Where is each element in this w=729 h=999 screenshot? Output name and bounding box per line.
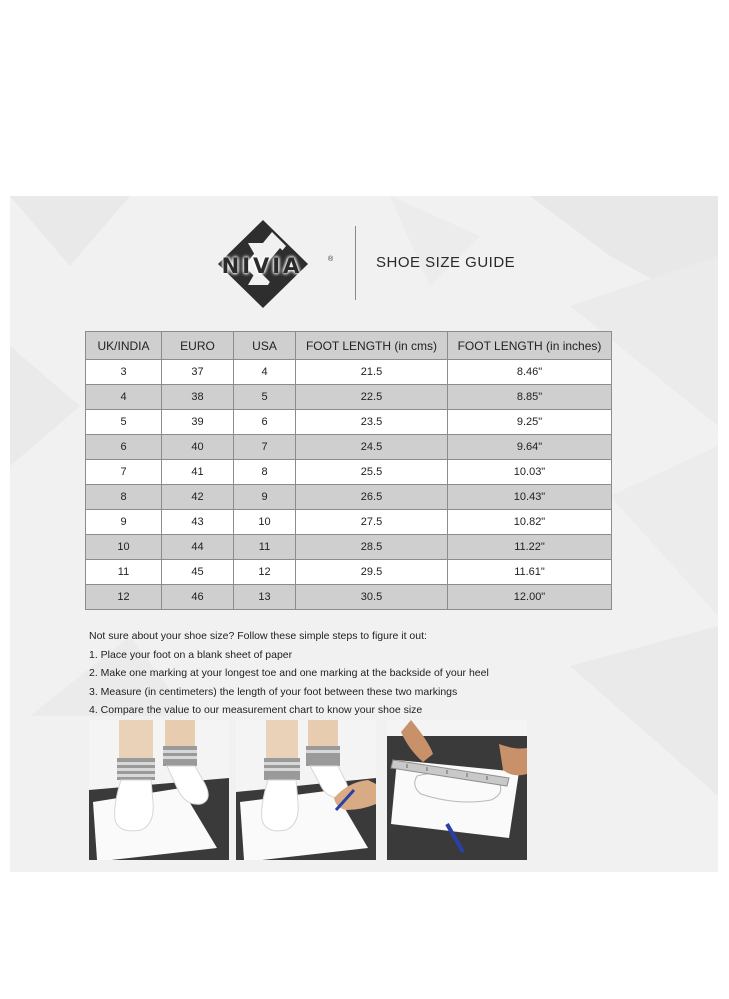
instruction-step: 1. Place your foot on a blank sheet of paper — [89, 648, 293, 661]
table-cell: 8.46" — [448, 360, 612, 385]
table-cell: 8.85" — [448, 385, 612, 410]
table-cell: 5 — [234, 385, 296, 410]
table-cell: 10.43" — [448, 485, 612, 510]
table-row — [86, 510, 612, 535]
table-cell: 4 — [234, 360, 296, 385]
table-cell: 10 — [234, 510, 296, 535]
table-cell: 5 — [86, 410, 162, 435]
registered-mark: ® — [328, 256, 334, 263]
table-cell: 3 — [86, 360, 162, 385]
brand-name: NIVIA — [221, 254, 303, 278]
table-cell: 8 — [86, 485, 162, 510]
table-row — [86, 435, 612, 460]
table-cell: 11 — [86, 560, 162, 585]
table-row — [86, 485, 612, 510]
table-cell: 12 — [86, 585, 162, 610]
table-cell: 43 — [162, 510, 234, 535]
table-cell: 29.5 — [296, 560, 448, 585]
table-row — [86, 360, 612, 385]
header — [10, 196, 718, 316]
photo-foot-on-paper — [89, 720, 229, 860]
table-cell: 7 — [86, 460, 162, 485]
table-row — [86, 535, 612, 560]
table-cell: 28.5 — [296, 535, 448, 560]
table-cell: 44 — [162, 535, 234, 560]
table-cell: 23.5 — [296, 410, 448, 435]
table-cell: 40 — [162, 435, 234, 460]
table-cell: 11 — [234, 535, 296, 560]
table-cell: 39 — [162, 410, 234, 435]
size-table — [85, 331, 612, 610]
table-cell: 37 — [162, 360, 234, 385]
table-cell: 12 — [234, 560, 296, 585]
table-cell: 9.64" — [448, 435, 612, 460]
table-cell: 25.5 — [296, 460, 448, 485]
table-row — [86, 460, 612, 485]
table-cell: 6 — [86, 435, 162, 460]
table-cell: 26.5 — [296, 485, 448, 510]
table-cell: 45 — [162, 560, 234, 585]
column-header: UK/INDIA — [86, 332, 162, 360]
size-guide-panel — [10, 196, 718, 872]
instructions-intro: Not sure about your shoe size? Follow these simple steps to figure it out: — [89, 630, 427, 642]
instructions — [89, 627, 489, 720]
photo-measuring-ruler — [387, 720, 527, 860]
table-cell: 9.25" — [448, 410, 612, 435]
table-cell: 12.00" — [448, 585, 612, 610]
table-cell: 7 — [234, 435, 296, 460]
table-row — [86, 385, 612, 410]
table-cell: 10 — [86, 535, 162, 560]
guide-title: SHOE SIZE GUIDE — [376, 254, 516, 271]
photo-marking-foot — [236, 720, 376, 860]
table-header-row — [86, 332, 612, 360]
column-header: FOOT LENGTH (in inches) — [448, 332, 612, 360]
table-cell: 30.5 — [296, 585, 448, 610]
table-cell: 27.5 — [296, 510, 448, 535]
table-cell: 24.5 — [296, 435, 448, 460]
table-cell: 13 — [234, 585, 296, 610]
table-cell: 38 — [162, 385, 234, 410]
table-cell: 42 — [162, 485, 234, 510]
table-cell: 11.22" — [448, 535, 612, 560]
column-header: FOOT LENGTH (in cms) — [296, 332, 448, 360]
table-cell: 21.5 — [296, 360, 448, 385]
table-row — [86, 410, 612, 435]
table-cell: 9 — [234, 485, 296, 510]
table-cell: 22.5 — [296, 385, 448, 410]
table-row — [86, 585, 612, 610]
column-header: USA — [234, 332, 296, 360]
column-header: EURO — [162, 332, 234, 360]
table-cell: 6 — [234, 410, 296, 435]
table-cell: 11.61" — [448, 560, 612, 585]
table-row — [86, 560, 612, 585]
table-cell: 10.03" — [448, 460, 612, 485]
instruction-step: 2. Make one marking at your longest toe and one marking at the backside of your heel — [89, 667, 489, 679]
table-cell: 8 — [234, 460, 296, 485]
header-divider — [355, 226, 356, 300]
instruction-step: 3. Measure (in centimeters) the length of your foot between these two markings — [89, 685, 458, 698]
table-cell: 4 — [86, 385, 162, 410]
instruction-step: 4. Compare the value to our measurement chart to know your shoe size — [89, 704, 423, 716]
table-cell: 46 — [162, 585, 234, 610]
table-cell: 41 — [162, 460, 234, 485]
table-cell: 10.82" — [448, 510, 612, 535]
table-cell: 9 — [86, 510, 162, 535]
